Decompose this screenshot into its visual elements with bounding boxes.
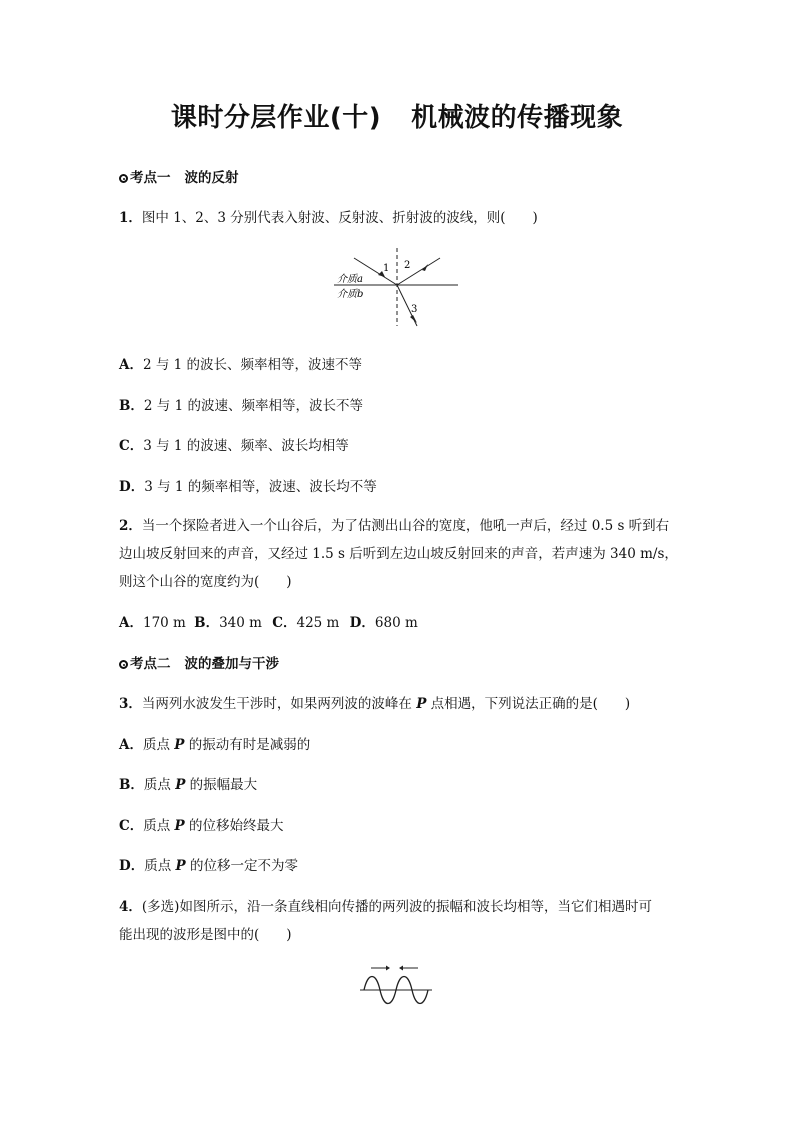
q3-option-d[interactable] [119,857,298,875]
option-text: 的振幅最大 [185,777,258,793]
section-name: 波的反射 [184,170,239,186]
question-number: 4． [119,899,142,915]
variable-p: P [175,777,186,793]
option-key: C． [119,818,144,834]
question-3 [119,695,630,713]
section-label: 考点二 [130,656,171,672]
question-text-line: 则这个山谷的宽度约为( ) [119,574,292,590]
question-number: 2． [119,518,142,534]
page-title [0,97,794,134]
option-key: A． [119,357,143,373]
question-text: 当两列水波发生干涉时，如果两列波的波峰在 [141,696,417,712]
q2-option-d[interactable] [350,615,418,631]
option-key: D． [349,615,375,631]
question-text-line: 能出现的波形是图中的( ) [119,927,292,943]
option-text: 的位移一定不为零 [185,858,298,874]
variable-p: P [174,818,185,834]
q3-option-a[interactable] [119,736,310,754]
ray-label-3: 3 [411,304,418,315]
target-icon [119,660,128,669]
option-key: C． [119,438,144,454]
medium-b-label: 介质b [337,289,364,300]
question-2-cont [119,573,292,591]
section-name: 波的叠加与干涉 [184,656,279,672]
variable-p: P [174,737,185,753]
option-key: D． [119,858,145,874]
question-4 [119,898,652,916]
option-key: A． [119,615,143,631]
section-label: 考点一 [130,170,171,186]
option-text: 2 与 1 的波速、频率相等，波长不等 [143,398,363,414]
question-number: 1． [119,210,142,226]
question-text-line: 边山坡反射回来的声音，又经过 1.5 s 后听到左边山坡反射回来的声音，若声速为 340 m/s， [119,546,678,562]
option-text: 质点 [143,777,176,793]
variable-p: P [175,858,186,874]
title-part1: 课时分层作业(十) [170,103,382,133]
arrow-left-icon [399,966,403,971]
option-key: B． [119,398,144,414]
option-key: A． [119,737,143,753]
q2-option-a[interactable] [119,615,186,631]
section-header-2 [119,655,279,673]
variable-p: P [416,696,427,712]
q1-option-c[interactable] [119,437,349,455]
question-text: 点相遇，下列说法正确的是( ) [426,696,631,712]
arrow-icon [422,264,428,271]
option-text: 340 m [219,615,262,631]
q1-option-d[interactable] [119,478,377,496]
arrow-icon [410,315,417,323]
question-2-cont [119,545,678,563]
option-text: 质点 [144,858,176,874]
q3-option-b[interactable] [119,776,257,794]
option-key: C． [272,615,297,631]
option-text: 2 与 1 的波长、频率相等，波速不等 [142,357,363,373]
option-text: 425 m [296,615,340,631]
option-text: 质点 [142,737,175,753]
q1-option-b[interactable] [119,397,363,415]
ray-label-2: 2 [404,260,411,271]
question-text-line: 当一个探险者进入一个山谷后，为了估测出山谷的宽度，他吼一声后，经过 0.5 s 听到右 [141,518,670,534]
option-key: B． [194,615,220,631]
option-key: B． [119,777,144,793]
question-text-line: (多选)如图所示，沿一条直线相向传播的两列波的振幅和波长均相等，当它们相遇时可 [141,899,652,915]
question-1 [119,209,538,227]
q2-option-b[interactable] [194,615,262,631]
option-text: 的位移始终最大 [184,818,284,834]
option-text: 的振动有时是减弱的 [184,737,311,753]
option-key: D． [119,479,145,495]
option-text: 170 m [142,615,186,631]
option-text: 3 与 1 的波速、频率、波长均相等 [143,438,349,454]
wave-diagram [360,964,435,1008]
question-number: 3． [119,696,142,712]
target-icon [119,174,128,183]
title-part2: 机械波的传播现象 [411,103,624,133]
q2-option-c[interactable] [272,615,339,631]
q2-options [119,614,418,632]
medium-a-label: 介质a [337,274,363,285]
q3-option-c[interactable] [119,817,284,835]
q1-option-a[interactable] [119,356,362,374]
option-text: 680 m [374,615,418,631]
question-2 [119,517,669,535]
question-text: 图中 1、2、3 分别代表入射波、反射波、折射波的波线，则( ) [141,210,538,226]
option-text: 3 与 1 的频率相等，波速、波长均不等 [144,479,377,495]
arrow-right-icon [386,966,390,971]
question-4-cont [119,926,292,944]
section-header-1 [119,169,239,187]
ray-label-1: 1 [383,263,390,274]
reflection-refraction-diagram [330,246,465,346]
option-text: 质点 [143,818,175,834]
